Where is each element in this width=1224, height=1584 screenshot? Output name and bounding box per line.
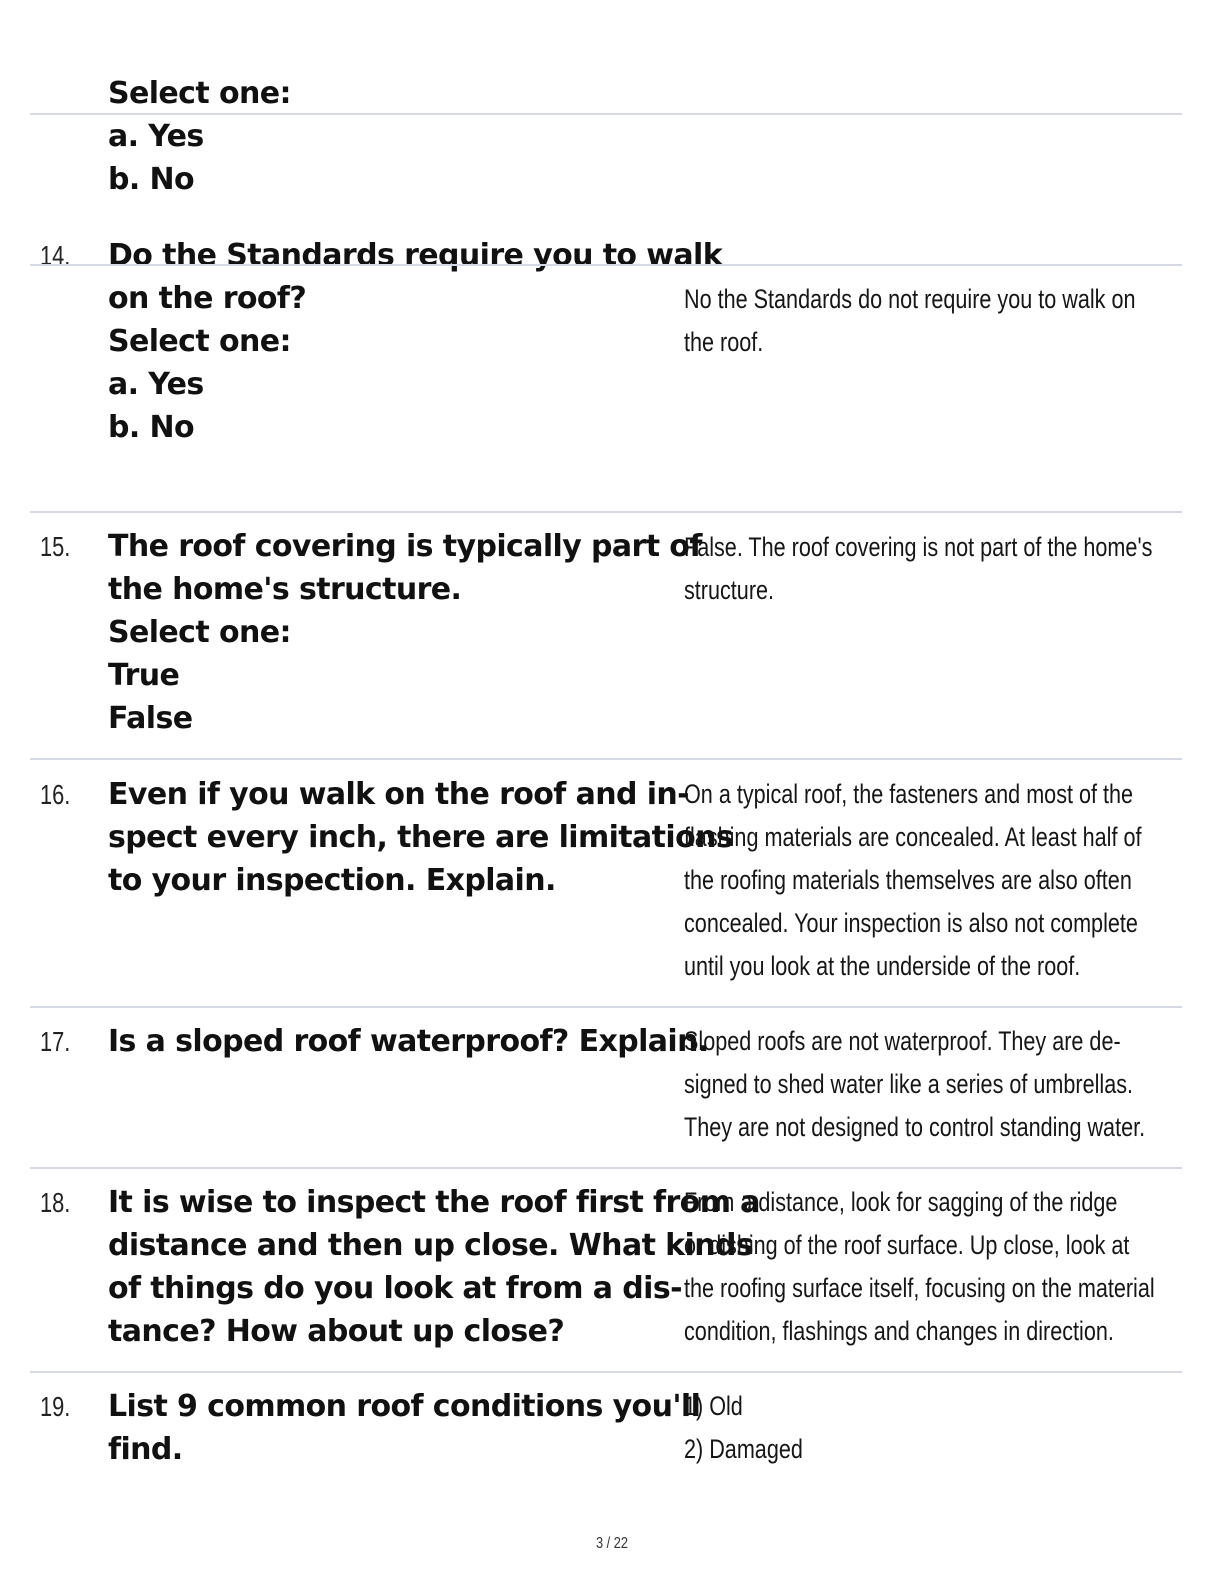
- answer-text: [684, 1385, 1224, 1471]
- answer-line: condition, flashings and changes in direction.: [684, 1316, 1114, 1346]
- option-item: a. Yes: [108, 367, 204, 402]
- question-text: [108, 1385, 700, 1471]
- answer-line: False. The roof covering is not part of the home's: [684, 532, 1153, 562]
- question-line: Do the Standards require you to walk: [108, 238, 723, 273]
- answer-line: They are not designed to control standing water.: [684, 1112, 1146, 1142]
- question-line: to your inspection. Explain.: [108, 863, 556, 898]
- question-number: 18.: [40, 1187, 71, 1218]
- question-line: It is wise to inspect the roof first from a: [108, 1185, 760, 1220]
- question-line: Even if you walk on the roof and in-: [108, 777, 690, 812]
- answer-line: 1) Old: [684, 1391, 743, 1421]
- answer-line: structure.: [684, 575, 775, 605]
- select-one-label: Select one:: [108, 76, 291, 111]
- page-footer: [0, 1535, 1224, 1553]
- question-line: on the roof?: [108, 281, 307, 316]
- option-item: True: [108, 658, 180, 693]
- question-number: 14.: [40, 240, 71, 271]
- question-line: spect every inch, there are limitations: [108, 820, 734, 855]
- question-number: 16.: [40, 779, 71, 810]
- answer-line: the roofing materials themselves are also often: [684, 865, 1132, 895]
- question-line: The roof covering is typically part of: [108, 529, 702, 564]
- answer-text: [684, 1181, 1224, 1353]
- answer-text: [684, 526, 1224, 612]
- select-one-label: Select one:: [108, 324, 291, 359]
- question-number: 19.: [40, 1391, 71, 1422]
- question-number: 15.: [40, 531, 71, 562]
- question-line: of things do you look at from a dis-: [108, 1271, 682, 1306]
- question-text: [108, 773, 733, 902]
- answer-line: the roofing surface itself, focusing on the material: [684, 1273, 1155, 1303]
- option-item: a. Yes: [108, 119, 204, 154]
- divider: [30, 1371, 1182, 1373]
- select-one-label: Select one:: [108, 615, 291, 650]
- question-text: [108, 1020, 709, 1063]
- answer-line: flashing materials are concealed. At least half of: [684, 822, 1142, 852]
- answer-line: Sloped roofs are not waterproof. They are de-: [684, 1026, 1121, 1056]
- divider: [30, 758, 1182, 760]
- answer-line: concealed. Your inspection is also not complete: [684, 908, 1138, 938]
- question-line: the home's structure.: [108, 572, 462, 607]
- answer-line: On a typical roof, the fasteners and most of the: [684, 779, 1134, 809]
- answer-line: No the Standards do not require you to walk on: [684, 284, 1136, 314]
- page-indicator: 3 / 22: [595, 1535, 629, 1552]
- divider: [30, 511, 1182, 513]
- option-item: b. No: [108, 162, 195, 197]
- answer-line: until you look at the underside of the roof.: [684, 951, 1081, 981]
- question-line: Is a sloped roof waterproof? Explain.: [108, 1024, 709, 1059]
- question-line: distance and then up close. What kinds: [108, 1228, 754, 1263]
- answer-text: [684, 773, 1224, 988]
- option-item: b. No: [108, 410, 195, 445]
- question-text: [108, 234, 722, 449]
- divider: [30, 264, 1182, 266]
- divider: [30, 113, 1182, 115]
- divider: [30, 1167, 1182, 1169]
- answer-line: 2) Damaged: [684, 1434, 803, 1464]
- answer-line: signed to shed water like a series of umbrellas.: [684, 1069, 1134, 1099]
- answer-text: [684, 278, 1224, 364]
- question-line: tance? How about up close?: [108, 1314, 565, 1349]
- question-number: 17.: [40, 1026, 71, 1057]
- question-text: [108, 525, 702, 740]
- answer-line: the roof.: [684, 327, 764, 357]
- answer-line: From a distance, look for sagging of the ridge: [684, 1187, 1118, 1217]
- top-select-block: [108, 72, 291, 201]
- question-line: find.: [108, 1432, 183, 1467]
- answer-line: or dishing of the roof surface. Up close, look at: [684, 1230, 1130, 1260]
- question-text: [108, 1181, 760, 1353]
- question-line: List 9 common roof conditions you'll: [108, 1389, 701, 1424]
- answer-text: [684, 1020, 1224, 1149]
- option-item: False: [108, 701, 193, 736]
- divider: [30, 1006, 1182, 1008]
